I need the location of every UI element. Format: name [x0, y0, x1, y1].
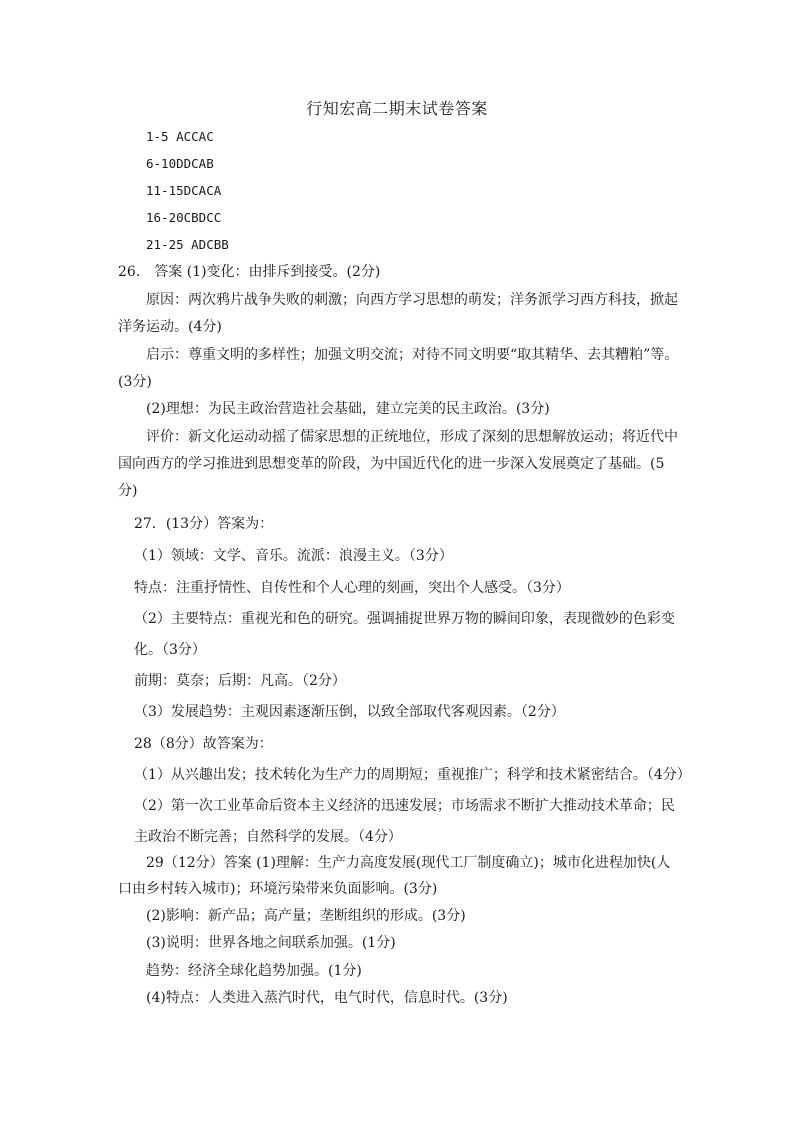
q26-answer-line: 国向西方的学习推进到思想变革的阶段，为中国近代化的进一步深入发展奠定了基础。(5 [118, 456, 665, 472]
q26-answer-line: 分) [118, 483, 138, 499]
q27-answer-line: （1）领域：文学、音乐。流派：浪漫主义。（3分） [134, 548, 453, 564]
q27-answer-line: 化。（3分） [134, 642, 206, 658]
q28-answer-line: （2）第一次工业革命后资本主义经济的迅速发展；市场需求不断扩大推动技术革命；民 [134, 798, 675, 814]
choice-answer-11-15: 11-15DCACA [146, 183, 222, 198]
q28-answer-line: 28（8分）故答案为： [134, 736, 273, 752]
q28-answer-line: 主政治不断完善；自然科学的发展。（4分） [134, 829, 402, 845]
q29-answer-line: 趋势：经济全球化趋势加强。(1分) [146, 963, 362, 979]
q28-answer-line: （1）从兴趣出发；技术转化为生产力的周期短；重视推广；科学和技术紧密结合。（4分） [134, 767, 691, 783]
q27-answer-line: （2）主要特点：重视光和色的研究。强调捕捉世界万物的瞬间印象，表现微妙的色彩变 [134, 611, 675, 627]
q29-answer-line: 29（12分）答案 (1)理解：生产力高度发展(现代工厂制度确立)；城市化进程加快(人 [146, 855, 671, 871]
choice-answer-6-10: 6-10DDCAB [146, 156, 214, 171]
q29-answer-line: 口由乡村转入城市)；环境污染带来负面影响。(3分) [118, 881, 438, 897]
choice-answer-1-5: 1-5 ACCAC [146, 129, 214, 144]
q27-answer-line: 前期：莫奈；后期：凡高。（2分） [134, 673, 346, 689]
q27-answer-line: （3）发展趋势：主观因素逐渐压倒，以致全部取代客观因素。（2分） [134, 704, 565, 720]
q27-answer-line: 特点：注重抒情性、自传性和个人心理的刻画，突出个人感受。（3分） [134, 580, 570, 596]
q26-answer-line: (2)理想：为民主政治营造社会基础，建立完美的民主政治。(3分) [146, 401, 550, 417]
page-title: 行知宏高二期末试卷答案 [306, 99, 488, 118]
choice-answer-21-25: 21-25 ADCBB [146, 237, 229, 252]
q26-answer-line: 启示：尊重文明的多样性；加强文明交流；对待不同文明要“取其精华、去其糟粕”等。 [146, 347, 679, 363]
q29-answer-line: (2)影响：新产品；高产量；垄断组织的形成。(3分) [146, 908, 466, 924]
q26-answer-line: 26． 答案 (1)变化：由排斥到接受。(2分) [118, 264, 381, 280]
q26-answer-line: 原因：两次鸦片战争失败的刺激；向西方学习思想的萌发；洋务派学习西方科技，掀起 [146, 292, 678, 308]
q26-answer-line: 评价：新文化运动动摇了儒家思想的正统地位，形成了深刻的思想解放运动；将近代中 [146, 429, 678, 445]
choice-answer-16-20: 16-20CBDCC [146, 210, 222, 225]
q26-answer-line: 洋务运动。(4分) [118, 319, 222, 335]
q29-answer-line: (3)说明：世界各地之间联系加强。(1分) [146, 935, 396, 951]
q26-answer-line: (3分) [118, 374, 152, 390]
q27-answer-line: 27．(13分）答案为： [134, 516, 274, 532]
q29-answer-line: (4)特点：人类进入蒸汽时代，电气时代，信息时代。(3分) [146, 990, 508, 1006]
